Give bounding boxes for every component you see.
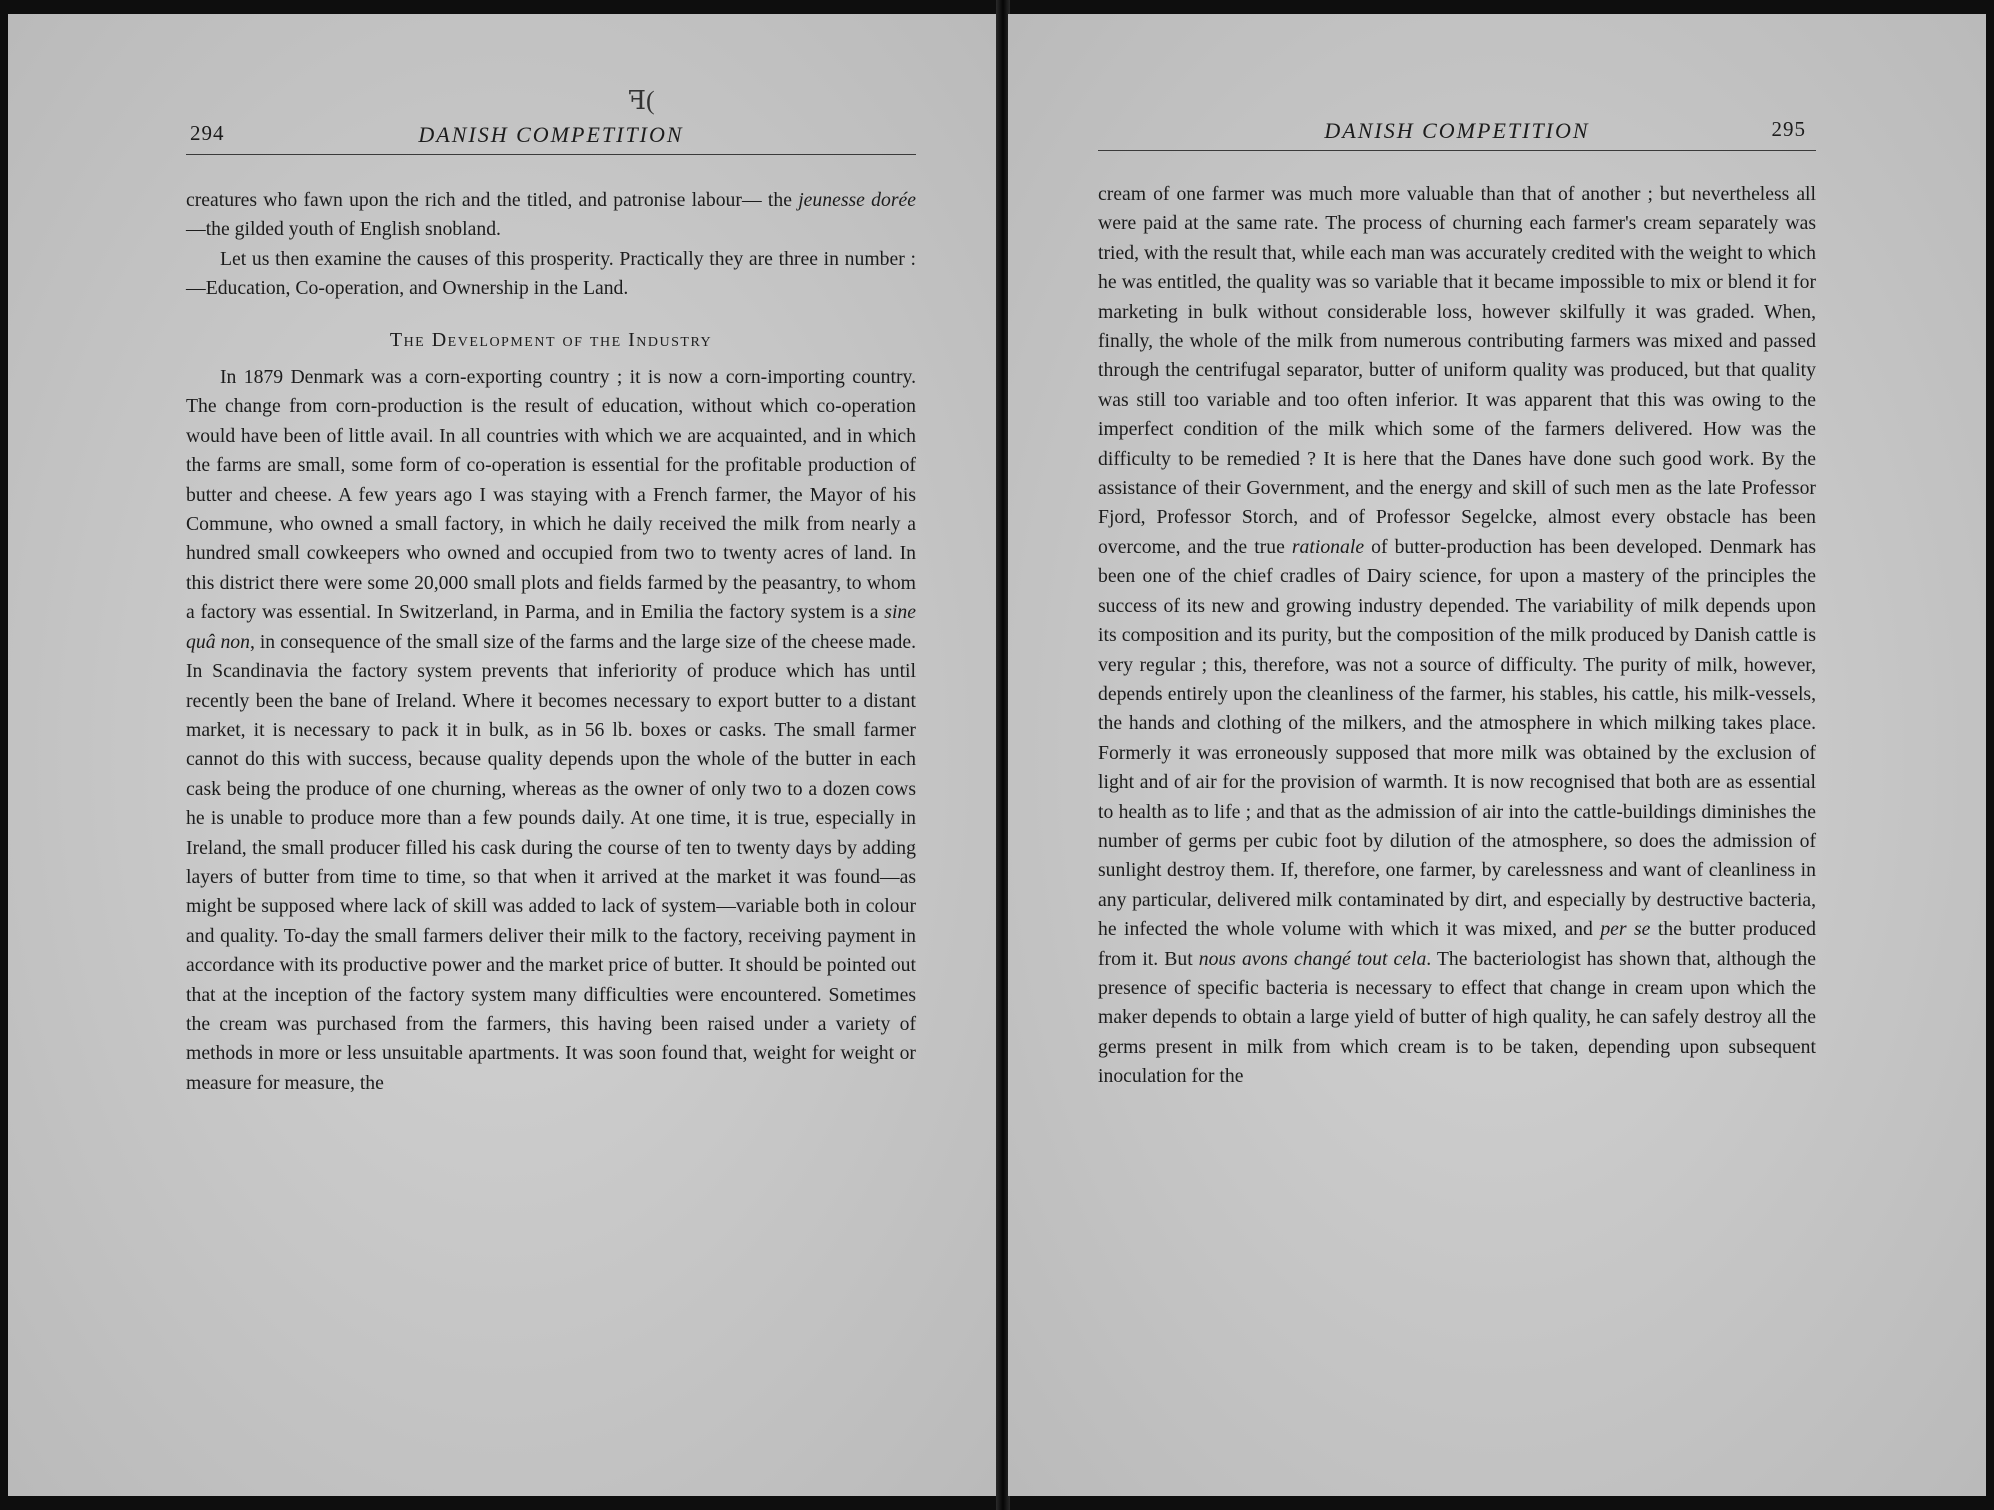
left-page-header xyxy=(186,114,916,155)
right-page-header xyxy=(1098,110,1816,151)
section-heading: The Development of the Industry xyxy=(389,328,713,351)
right-page xyxy=(1008,14,1986,1496)
left-page xyxy=(8,14,998,1496)
page-number: 294 xyxy=(190,121,225,145)
running-title: DANISH COMPETITION xyxy=(418,122,684,147)
paragraph: cream of one farmer was much more valuable than that of another ; but nevertheless all were paid at the same rate. The process of churning each farmer's cream separately was tried, with the result that, while each man was accurately credited with the weight to which he was entitled, the quality was so variable that it became impossible to mix or blend it for marketing in bulk without considerable loss, however skilfully it was graded. When, finally, the whole of the milk from numerous contributing farmers was mixed and passed through the centrifugal separator, butter of uniform quality was produced, but that quality was still too variable and too often inferior. It was apparent that this was owing to the imperfect condition of the milk which some of the farmers delivered. How was the difficulty to be remedied ? It is here that the Danes have done such good work. By the assistance of their Government, and the energy and skill of such men as the late Professor Fjord, Professor Storch, and of Professor Segelcke, almost every obstacle has been overcome, and the true rationale of butter-production has been developed. Denmark has been one of the chief cradles of Dairy science, for upon a mastery of the principles the success of its new and growing industry depended. The variability of milk depends upon its composition and its purity, but the composition of the milk produced by Danish cattle is very regular ; this, therefore, was not a source of difficulty. The purity of milk, however, depends entirely upon the cleanliness of the farmer, his stables, his cattle, his milk-vessels, the hands and clothing of the milkers, and the atmosphere in which milking takes place. Formerly it was erroneously supposed that more milk was obtained by the exclusion of light and of air for the provision of warmth. It is now recognised that both are as essential to health as to life ; and that as the admission of air into the cattle-buildings diminishes the number of germs per cubic foot by dilution of the atmosphere, so does the admission of sunlight destroy them. If, therefore, one farmer, by carelessness and want of cleanliness in any particular, delivered milk contaminated by dirt, and especially by destructive bacteria, he infected the whole volume with which it was mixed, and per se the butter produced from it. But nous avons changé tout cela. The bacteriologist has shown that, although the presence of specific bacteria is necessary to effect that change in cream upon which the maker depends to obtain a large yield of butter of high quality, he can safely destroy all the germs present in milk from which cream is to be taken, depending upon subsequent inoculation for the xyxy=(1098,183,1816,1088)
pencil-mark: ꟻ( xyxy=(628,86,655,115)
page-number: 295 xyxy=(1771,117,1806,141)
paragraph: Let us then examine the causes of this prosperity. Practically they are three in number :—Education, Co-operation, and Ownership in the Land. xyxy=(186,247,916,300)
right-page-body xyxy=(1098,180,1816,1092)
left-page-body xyxy=(186,186,916,1098)
paragraph: In 1879 Denmark was a corn-exporting country ; it is now a corn-importing country. The change from corn-production is the result of education, without which co-operation would have been of little avail. In all countries with which we are acquainted, and in which the farms are small, some form of co-operation is essential for the profitable production of butter and cheese. A few years ago I was staying with a French farmer, the Mayor of his Commune, who owned a small factory, in which he daily received the milk from nearly a hundred small cowkeepers who owned and occupied from two to twenty acres of land. In this district there were some 20,000 small plots and fields farmed by the peasantry, to whom a factory was essential. In Switzerland, in Parma, and in Emilia the factory system is a sine quâ non, in consequence of the small size of the farms and the large size of the cheese made. In Scandinavia the factory system prevents that inferiority of produce which has until recently been the bane of Ireland. Where it becomes necessary to export butter to a distant market, it is necessary to pack it in bulk, as in 56 lb. boxes or casks. The small farmer cannot do this with success, because quality depends upon the whole of the butter in each cask being the produce of one churning, whereas as the owner of only two to a dozen cows he is unable to produce more than a few pounds daily. At one time, it is true, especially in Ireland, the small producer filled his cask during the course of ten to twenty days by adding layers of butter from time to time, so that when it arrived at the market it was found—as might be supposed where lack of skill was added to lack of system—variable both in colour and quality. To-day the small farmers deliver their milk to the factory, receiving payment in accordance with its productive power and the market price of butter. It should be pointed out that at the inception of the factory system many difficulties were encountered. Sometimes the cream was purchased from the farmers, this having been raised under a variety of methods in more or less unsuitable apartments. It was soon found that, weight for weight or measure for measure, the xyxy=(186,366,916,1094)
running-title: DANISH COMPETITION xyxy=(1324,118,1590,143)
paragraph: creatures who fawn upon the rich and the titled, and patronise labour— the jeunesse dorée—the gilded youth of English snobland. xyxy=(186,189,916,241)
